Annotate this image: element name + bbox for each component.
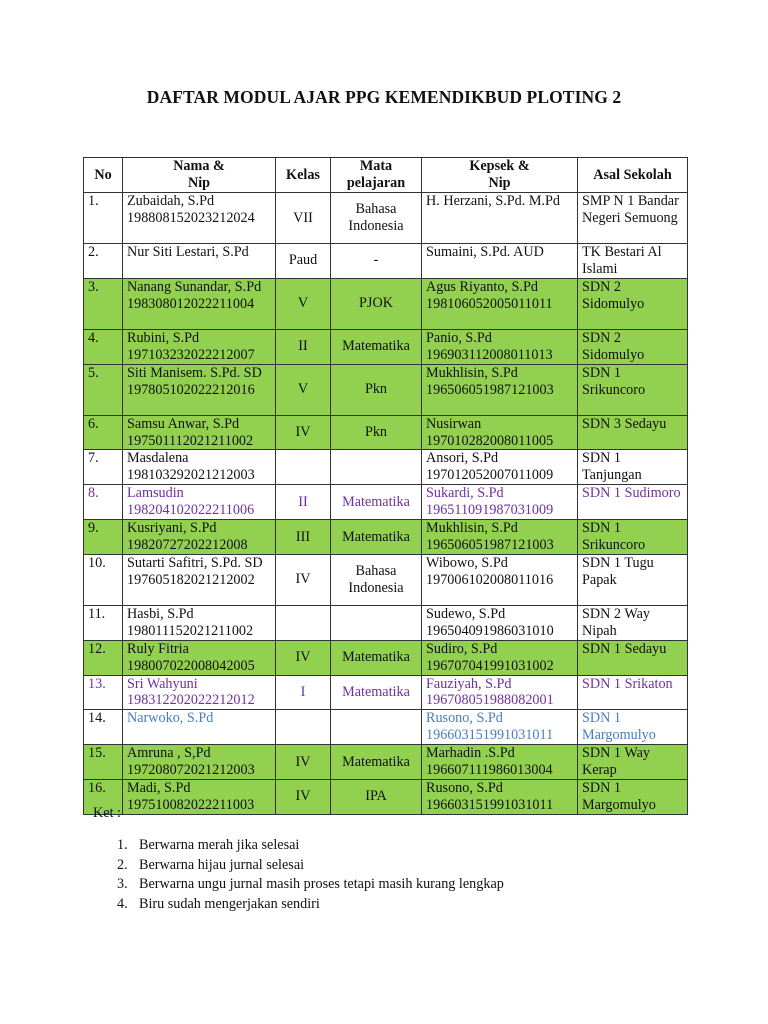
cell-nama-nip: Sri Wahyuni 198312202022212012 (123, 675, 276, 710)
cell-no: 12. (84, 640, 123, 675)
table-row (84, 193, 688, 244)
table-row (84, 779, 688, 814)
cell-mapel: Pkn (331, 364, 422, 415)
cell-nama-nip: Siti Manisem. S.Pd. SD 197805102022212016 (123, 364, 276, 415)
cell-kepsek-nip: Mukhlisin, S.Pd 196506051987121003 (422, 364, 578, 415)
legend-item: 3. Berwarna ungu jurnal masih proses tetapi masih kurang lengkap (117, 876, 504, 892)
table-row (84, 450, 688, 485)
cell-asal-sekolah: SDN 1 Margomulyo (578, 779, 688, 814)
cell-asal-sekolah: SDN 1 Srikuncoro (578, 520, 688, 555)
cell-kepsek-nip: Sudiro, S.Pd 196707041991031002 (422, 640, 578, 675)
cell-asal-sekolah: SDN 1 Margomulyo (578, 710, 688, 745)
cell-asal-sekolah: SMP N 1 Bandar Negeri Semuong (578, 193, 688, 244)
cell-kelas: III (276, 520, 331, 555)
cell-kelas (276, 605, 331, 640)
table-row (84, 710, 688, 745)
cell-nama-nip: Narwoko, S.Pd (123, 710, 276, 745)
cell-mapel: Matematika (331, 640, 422, 675)
cell-mapel: Matematika (331, 520, 422, 555)
cell-nama-nip: Kusriyani, S.Pd 19820727202212008 (123, 520, 276, 555)
header-nama: Nama & Nip (123, 158, 276, 193)
cell-no: 7. (84, 450, 123, 485)
cell-kelas: IV (276, 745, 331, 780)
cell-asal-sekolah: SDN 2 Way Nipah (578, 605, 688, 640)
cell-kelas: IV (276, 640, 331, 675)
cell-mapel: Matematika (331, 675, 422, 710)
cell-no: 1. (84, 193, 123, 244)
cell-kepsek-nip: Rusono, S.Pd 196603151991031011 (422, 710, 578, 745)
cell-nama-nip: Hasbi, S.Pd 198011152021211002 (123, 605, 276, 640)
cell-nama-nip: Lamsudin 198204102022211006 (123, 485, 276, 520)
cell-kepsek-nip: Wibowo, S.Pd 197006102008011016 (422, 554, 578, 605)
cell-mapel: Bahasa Indonesia (331, 193, 422, 244)
cell-kepsek-nip: Nusirwan 197010282008011005 (422, 415, 578, 450)
cell-kepsek-nip: Ansori, S.Pd 197012052007011009 (422, 450, 578, 485)
cell-kelas: VII (276, 193, 331, 244)
table-header-row (84, 158, 688, 193)
cell-no: 13. (84, 675, 123, 710)
table-row (84, 640, 688, 675)
cell-kepsek-nip: Agus Riyanto, S.Pd 198106052005011011 (422, 278, 578, 329)
cell-nama-nip: Nur Siti Lestari, S.Pd (123, 244, 276, 279)
cell-no: 10. (84, 554, 123, 605)
header-asal-sekolah: Asal Sekolah (578, 158, 688, 193)
cell-asal-sekolah: SDN 2 Sidomulyo (578, 329, 688, 364)
cell-asal-sekolah: SDN 2 Sidomulyo (578, 278, 688, 329)
cell-no: 16. (84, 779, 123, 814)
cell-nama-nip: Nanang Sunandar, S.Pd 198308012022211004 (123, 278, 276, 329)
cell-nama-nip: Samsu Anwar, S.Pd 197501112021211002 (123, 415, 276, 450)
cell-mapel: PJOK (331, 278, 422, 329)
cell-nama-nip: Sutarti Safitri, S.Pd. SD 197605182021212002 (123, 554, 276, 605)
cell-no: 9. (84, 520, 123, 555)
cell-kelas: I (276, 675, 331, 710)
cell-kelas: V (276, 364, 331, 415)
cell-kepsek-nip: Sukardi, S.Pd 196511091987031009 (422, 485, 578, 520)
cell-asal-sekolah: TK Bestari Al Islami (578, 244, 688, 279)
cell-kelas: IV (276, 415, 331, 450)
table-row (84, 329, 688, 364)
cell-nama-nip: Amruna , S,Pd 197208072021212003 (123, 745, 276, 780)
cell-no: 11. (84, 605, 123, 640)
cell-asal-sekolah: SDN 1 Sedayu (578, 640, 688, 675)
cell-nama-nip: Masdalena 198103292021212003 (123, 450, 276, 485)
table-row (84, 244, 688, 279)
legend-item: 4. Biru sudah mengerjakan sendiri (117, 895, 320, 912)
cell-nama-nip: Madi, S.Pd 197510082022211003 (123, 779, 276, 814)
table-row (84, 554, 688, 605)
table-row (84, 364, 688, 415)
cell-asal-sekolah: SDN 1 Sudimoro (578, 485, 688, 520)
cell-mapel (331, 605, 422, 640)
cell-kelas: IV (276, 554, 331, 605)
cell-mapel (331, 710, 422, 745)
cell-nama-nip: Ruly Fitria 198007022008042005 (123, 640, 276, 675)
table-row (84, 485, 688, 520)
cell-asal-sekolah: SDN 1 Tanjungan (578, 450, 688, 485)
cell-kepsek-nip: Mukhlisin, S.Pd 196506051987121003 (422, 520, 578, 555)
table-row (84, 415, 688, 450)
cell-mapel: Matematika (331, 329, 422, 364)
cell-kelas: V (276, 278, 331, 329)
cell-no: 14. (84, 710, 123, 745)
cell-kelas: Paud (276, 244, 331, 279)
cell-nama-nip: Zubaidah, S.Pd 198808152023212024 (123, 193, 276, 244)
header-mapel: Mata pelajaran (331, 158, 422, 193)
cell-asal-sekolah: SDN 1 Way Kerap (578, 745, 688, 780)
modul-ajar-table (83, 157, 688, 815)
cell-nama-nip: Rubini, S.Pd 197103232022212007 (123, 329, 276, 364)
table-row (84, 520, 688, 555)
document-title: DAFTAR MODUL AJAR PPG KEMENDIKBUD PLOTING 2 (146, 87, 622, 107)
cell-kepsek-nip: Rusono, S.Pd 196603151991031011 (422, 779, 578, 814)
table-row (84, 278, 688, 329)
cell-asal-sekolah: SDN 1 Tugu Papak (578, 554, 688, 605)
header-no: No (84, 158, 123, 193)
legend-item: 2. Berwarna hijau jurnal selesai (117, 856, 305, 873)
cell-no: 5. (84, 364, 123, 415)
cell-no: 6. (84, 415, 123, 450)
cell-kepsek-nip: Panio, S.Pd 196903112008011013 (422, 329, 578, 364)
cell-kelas (276, 710, 331, 745)
table-row (84, 675, 688, 710)
cell-no: 8. (84, 485, 123, 520)
cell-kelas: II (276, 485, 331, 520)
cell-mapel: Matematika (331, 485, 422, 520)
cell-no: 15. (84, 745, 123, 780)
cell-kelas: II (276, 329, 331, 364)
header-kepsek: Kepsek & Nip (422, 158, 578, 193)
table-row (84, 745, 688, 780)
cell-mapel: - (331, 244, 422, 279)
cell-asal-sekolah: SDN 1 Srikaton (578, 675, 688, 710)
cell-mapel (331, 450, 422, 485)
legend-item: 1. Berwarna merah jika selesai (117, 837, 300, 853)
cell-mapel: IPA (331, 779, 422, 814)
cell-kelas: IV (276, 779, 331, 814)
cell-kepsek-nip: Sudewo, S.Pd 196504091986031010 (422, 605, 578, 640)
ket-label: Ket : (93, 805, 121, 821)
cell-no: 3. (84, 278, 123, 329)
cell-mapel: Matematika (331, 745, 422, 780)
legend-list (117, 836, 504, 914)
cell-kepsek-nip: H. Herzani, S.Pd. M.Pd (422, 193, 578, 244)
cell-kepsek-nip: Sumaini, S.Pd. AUD (422, 244, 578, 279)
cell-kepsek-nip: Marhadin .S.Pd 196607111986013004 (422, 745, 578, 780)
cell-kepsek-nip: Fauziyah, S.Pd 196708051988082001 (422, 675, 578, 710)
cell-asal-sekolah: SDN 1 Srikuncoro (578, 364, 688, 415)
cell-kelas (276, 450, 331, 485)
cell-mapel: Bahasa Indonesia (331, 554, 422, 605)
cell-mapel: Pkn (331, 415, 422, 450)
cell-asal-sekolah: SDN 3 Sedayu (578, 415, 688, 450)
table-row (84, 605, 688, 640)
cell-no: 4. (84, 329, 123, 364)
header-kelas: Kelas (276, 158, 331, 193)
cell-no: 2. (84, 244, 123, 279)
